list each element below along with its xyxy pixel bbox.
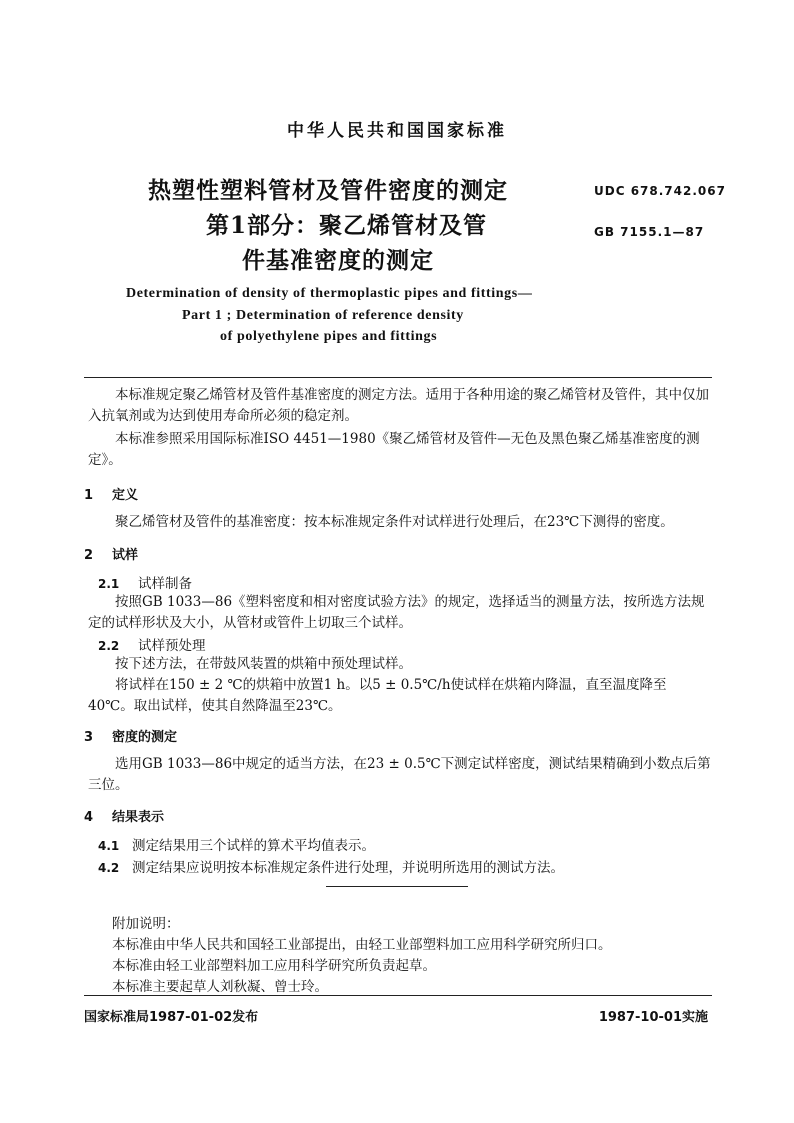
notes-heading: 附加说明： (112, 916, 180, 932)
udc-code: UDC 678.742.067 (594, 184, 726, 198)
result-item-4-2 (98, 856, 564, 876)
result-item-4-1 (98, 834, 375, 854)
note-line-2: 本标准由轻工业部塑料加工应用科学研究所负责起草。 (112, 958, 436, 974)
definition-paragraph: 聚乙烯管材及管件的基准密度：按本标准规定条件对试样进行处理后，在23℃下测得的密度。 (115, 514, 674, 530)
item-number: 4.2 (98, 861, 120, 875)
section-number: 1 (84, 488, 94, 503)
subsection-title: 试样预处理 (138, 638, 206, 654)
section-title: 定义 (112, 488, 139, 503)
title-line-1: 热塑性塑料管材及管件密度的测定 (148, 177, 508, 204)
section-2-heading (84, 544, 138, 563)
english-title-line-1: Determination of density of thermoplastic pipes and fittings— (126, 286, 533, 301)
specimen-preparation-paragraph: 按照GB 1033—86《塑料密度和相对密度试验方法》的规定，选择适当的测量方法，按所选方法规定的试样形状及大小，从管材或管件上切取三个试样。 (88, 594, 705, 631)
subsection-number: 2.1 (98, 577, 120, 591)
note-line-1: 本标准由中华人民共和国轻工业部提出，由轻工业部塑料加工应用科学研究所归口。 (112, 937, 612, 953)
section-number: 3 (84, 730, 94, 745)
section-title: 结果表示 (112, 810, 165, 825)
note-line-3: 本标准主要起草人刘秋凝、曾士玲。 (112, 979, 328, 995)
section-end-divider (326, 886, 468, 887)
publication-date: 国家标准局1987-01-02发布 (84, 1010, 259, 1025)
english-title-line-3: of polyethylene pipes and fittings (220, 329, 438, 344)
title-line-3: 件基准密度的测定 (242, 247, 434, 274)
intro-paragraph-1: 本标准规定聚乙烯管材及管件基准密度的测定方法。适用于各种用途的聚乙烯管材及管件，其中仅加入抗氧剂或为达到使用寿命所必须的稳定剂。 (88, 387, 709, 424)
subsection-2-2-heading (98, 634, 206, 654)
preconditioning-paragraph-1: 按下述方法，在带鼓风装置的烘箱中预处理试样。 (115, 656, 412, 672)
item-text: 测定结果用三个试样的算术平均值表示。 (132, 838, 375, 854)
preconditioning-paragraph-2: 将试样在150 ± 2 ℃的烘箱中放置1 h。以5 ± 0.5℃/h使试样在烘箱内降温，直至温度降至40℃。取出试样，使其自然降温至23℃。 (88, 677, 667, 714)
intro-paragraph-2: 本标准参照采用国际标准ISO 4451—1980《聚乙烯管材及管件—无色及黑色聚乙烯基准密度的测定》。 (88, 431, 700, 468)
subsection-number: 2.2 (98, 639, 120, 653)
item-text: 测定结果应说明按本标准规定条件进行处理，并说明所选用的测试方法。 (132, 860, 564, 876)
section-number: 4 (84, 810, 94, 825)
section-4-heading (84, 806, 164, 825)
section-1-heading (84, 484, 138, 503)
section-title: 密度的测定 (112, 730, 178, 745)
section-3-heading (84, 726, 177, 745)
section-number: 2 (84, 548, 94, 563)
subsection-2-1-heading (98, 572, 192, 592)
title-line-2: 第1部分：聚乙烯管材及管 (206, 212, 488, 239)
nation-standard-header: 中华人民共和国国家标准 (287, 121, 507, 141)
density-measurement-paragraph: 选用GB 1033—86中规定的适当方法，在23 ± 0.5℃下测定试样密度，测试结果精确到小数点后第三位。 (88, 756, 711, 793)
top-divider (84, 377, 712, 378)
item-number: 4.1 (98, 839, 120, 853)
subsection-title: 试样制备 (138, 576, 192, 592)
bottom-divider (84, 995, 712, 996)
english-title-line-2: Part 1 ; Determination of reference density (182, 308, 464, 323)
section-title: 试样 (112, 548, 139, 563)
gb-standard-number: GB 7155.1—87 (594, 225, 705, 239)
implementation-date: 1987-10-01实施 (598, 1010, 708, 1025)
